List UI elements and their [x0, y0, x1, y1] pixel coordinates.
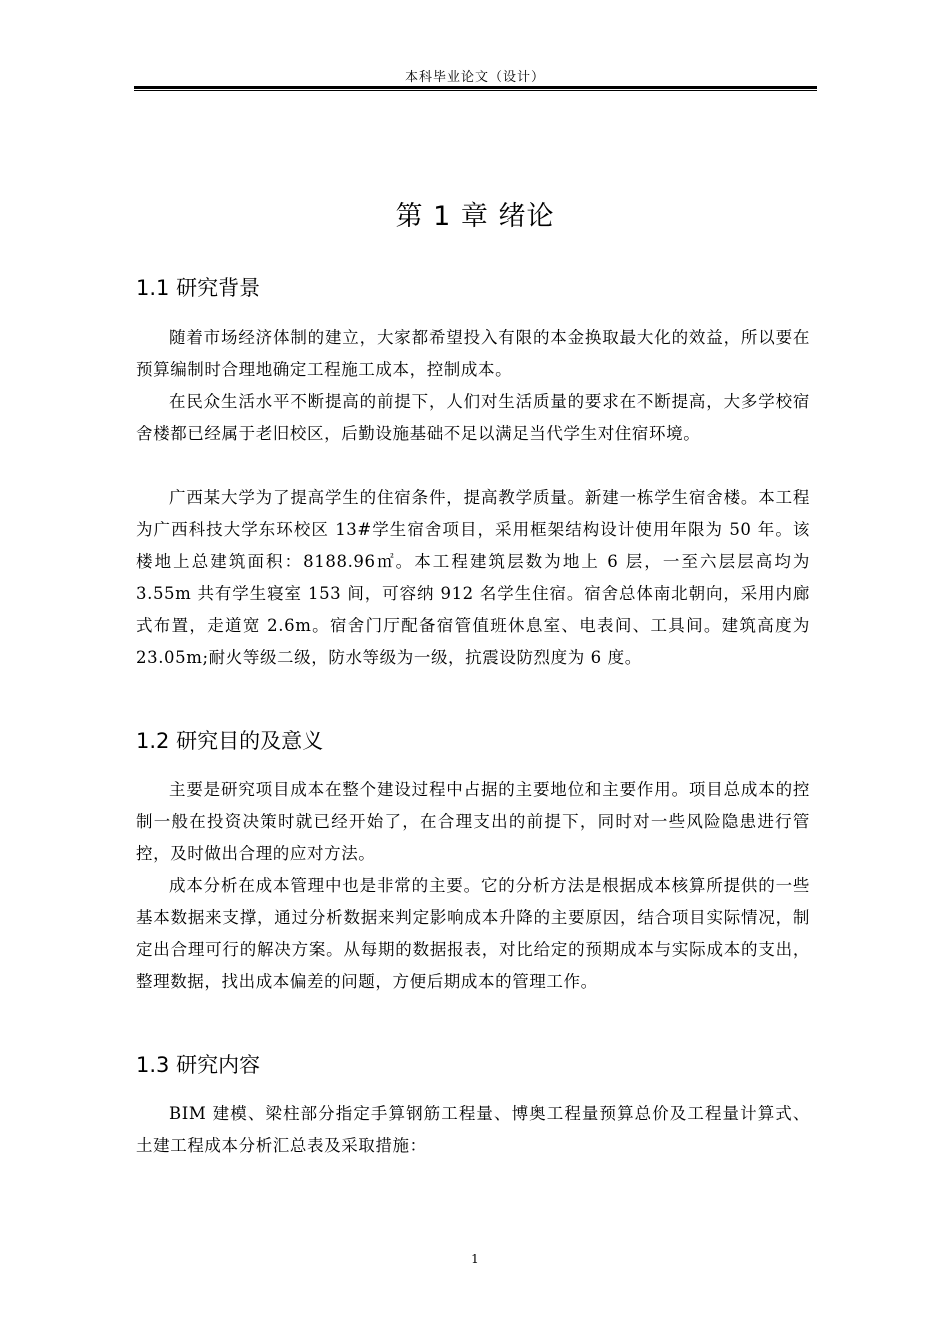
paragraph: 成本分析在成本管理中也是非常的主要。它的分析方法是根据成本核算所提供的一些基本数据来支撑，通过分析数据来判定影响成本升降的主要原因，结合项目实际情况，制定出合理可行的解决方案。从每期的数据报表，对比给定的预期成本与实际成本的支出，整理数据，找出成本偏差的问题，方便后期成本的管理工作。 [136, 876, 810, 991]
paragraph: 主要是研究项目成本在整个建设过程中占据的主要地位和主要作用。项目总成本的控制一般在投资决策时就已经开始了，在合理支出的前提下，同时对一些风险隐患进行管控，及时做出合理的应对方法。 [136, 780, 810, 863]
section-heading-1-1: 1.1 研究背景 [136, 276, 261, 300]
page-number: 1 [471, 1252, 479, 1266]
paragraph: 随着市场经济体制的建立，大家都希望投入有限的本金换取最大化的效益，所以要在预算编制时合理地确定工程施工成本，控制成本。 [136, 328, 810, 379]
header-rule-thin [134, 90, 817, 91]
header-title: 本科毕业论文（设计） [404, 70, 545, 85]
header-rule [134, 86, 817, 89]
paragraph: BIM 建模、梁柱部分指定手算钢筋工程量、博奥工程量预算总价及工程量计算式、土建工程成本分析汇总表及采取措施： [136, 1104, 810, 1155]
paragraph: 在民众生活水平不断提高的前提下，人们对生活质量的要求在不断提高，大多学校宿舍楼都已经属于老旧校区，后勤设施基础不足以满足当代学生对住宿环境。 [136, 392, 810, 443]
paragraph: 广西某大学为了提高学生的住宿条件，提高教学质量。新建一栋学生宿舍楼。本工程为广西科技大学东环校区 13#学生宿舍项目，采用框架结构设计使用年限为 50 年。该楼地上总建筑面积：8188.96㎡。本工程建筑层数为地上 6 层，一至六层层高均为 3.55m 共有学生寝室 153 间，可容纳 912 名学生住宿。宿舍总体南北朝向，采用内廊式布置，走道宽 2.6m。宿舍门厅配备宿管值班休息室、电表间、工具间。建筑高度为 23.05m;耐火等级二级，防水等级为一级，抗震设防烈度为 6 度。 [136, 488, 810, 667]
chapter-title: 第 1 章 绪论 [395, 201, 555, 232]
section-heading-1-2: 1.2 研究目的及意义 [136, 729, 324, 753]
section-heading-1-3: 1.3 研究内容 [136, 1053, 261, 1077]
